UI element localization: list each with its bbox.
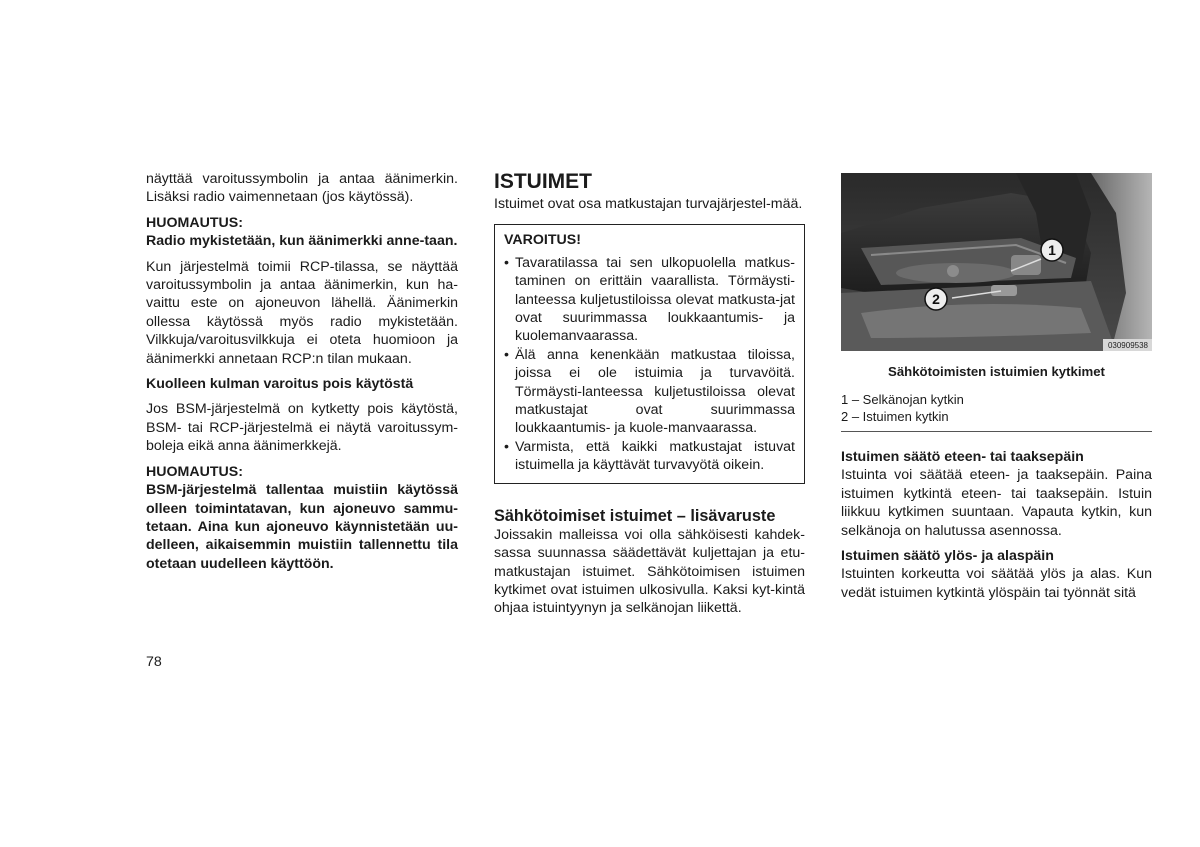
page-number: 78 bbox=[146, 654, 162, 670]
warning-item: • Varmista, että kaikki matkustajat istuvat istuimella ja käyttävät turvavyötä oikein. bbox=[504, 438, 795, 475]
warning-label: VAROITUS! bbox=[504, 232, 581, 249]
intro-paragraph: Istuimet ovat osa matkustajan turvajärjestel-mää. bbox=[494, 196, 803, 212]
right-paragraph-1: Istuinta voi säätää eteen- ja taaksepäin. Paina istuimen kytkintä eteen- tai taaksepäin. Istuin liikkuu kytkimen suuntaan. Vapauta kytkin, kun selkänoja on halutussa asennossa. bbox=[841, 467, 1152, 539]
legend-item-1: 1 – Selkänojan kytkin bbox=[841, 392, 964, 407]
left-paragraph-1: näyttää varoitussymbolin ja antaa äänimerkin. Lisäksi radio vaimennetaan (jos käytössä). bbox=[146, 171, 458, 206]
warning-item: • Tavaratilassa tai sen ulkopuolella matkus-taminen on erittäin vaarallista. Törmäysti-lanteessa kuljetustiloissa olevat matkusta-jat ovat suurimmassa loukkaantumis- ja kuolemanvaarassa. bbox=[504, 254, 795, 346]
photo-code: 030909538 bbox=[1107, 341, 1148, 350]
section-title: ISTUIMET bbox=[494, 170, 592, 193]
right-heading-2: Istuimen säätö ylös- ja alaspäin bbox=[841, 548, 1054, 565]
subsection-paragraph: Joissakin malleissa voi olla sähköisesti kahdek-sassa suunnassa säädettävät kuljettajan ja etu-matkustajan istuimet. Sähkötoimisen istuimen kytkimet ovat istuimen ulkosivulla. Kaksi kyt-kintä ohjaa istuintyynyn ja selkänojan liikettä. bbox=[494, 526, 805, 617]
callout-2-label: 2 bbox=[932, 291, 940, 307]
note-text-1: Radio mykistetään, kun äänimerkki anne-taan. bbox=[146, 233, 458, 250]
left-column bbox=[146, 170, 458, 573]
warning-item: • Älä anna kenenkään matkustaa tiloissa, joissa ei ole istuimia ja turvavöitä. Törmäysti-lanteessa kuljetustiloissa olevat matkustajat ovat suurimmassa loukkaantumis- ja kuole-manvaarassa. bbox=[504, 346, 795, 438]
callout-1-label: 1 bbox=[1048, 242, 1056, 258]
warning-list bbox=[504, 254, 795, 475]
middle-column bbox=[494, 170, 805, 618]
seat-switch-photo bbox=[841, 173, 1152, 351]
photo-caption: Sähkötoimisten istuimien kytkimet bbox=[888, 364, 1105, 379]
note-text-2: BSM-järjestelmä tallentaa muistiin käytössä olleen toimintatavan, kun ajoneuvo sammu-tetaan. Aina kun ajoneuvo käynnistetään uu-delleen, aikaisemmin muistiin tallennettu tila otetaan uudelleen käyttöön. bbox=[146, 482, 458, 572]
legend-item-2: 2 – Istuimen kytkin bbox=[841, 408, 949, 424]
note-label-1: HUOMAUTUS: bbox=[146, 214, 243, 231]
seat-photo-illustration bbox=[841, 173, 1152, 351]
divider bbox=[841, 431, 1152, 432]
warning-box bbox=[494, 224, 805, 483]
subsection-title: Sähkötoimiset istuimet – lisävaruste bbox=[494, 506, 776, 525]
right-heading-1: Istuimen säätö eteen- tai taaksepäin bbox=[841, 449, 1084, 465]
left-paragraph-2: Kun järjestelmä toimii RCP-tilassa, se näyttää varoitussymbolin ja antaa äänimerkin, kun ha-vaittu este on ajoneuvon lähellä. Äänimerkin ollessa käytössä myös radio mykistetään. Vilkkuja/varoitusvilkkuja ei oteta huomioon ja äänimerkki annetaan RCP:n tilan mukaan. bbox=[146, 258, 458, 367]
right-column bbox=[841, 170, 1152, 602]
right-paragraph-2: Istuinten korkeutta voi säätää ylös ja alas. Kun vedät istuimen kytkintä ylöspäin tai työnnät sitä bbox=[841, 566, 1152, 601]
left-paragraph-3: Jos BSM-järjestelmä on kytketty pois käytöstä, BSM- tai RCP-järjestelmä ei näytä varoitussym-boleja eikä anna äänimerkkejä. bbox=[146, 401, 458, 455]
note-label-2: HUOMAUTUS: bbox=[146, 463, 243, 480]
left-heading: Kuolleen kulman varoitus pois käytöstä bbox=[146, 376, 414, 393]
